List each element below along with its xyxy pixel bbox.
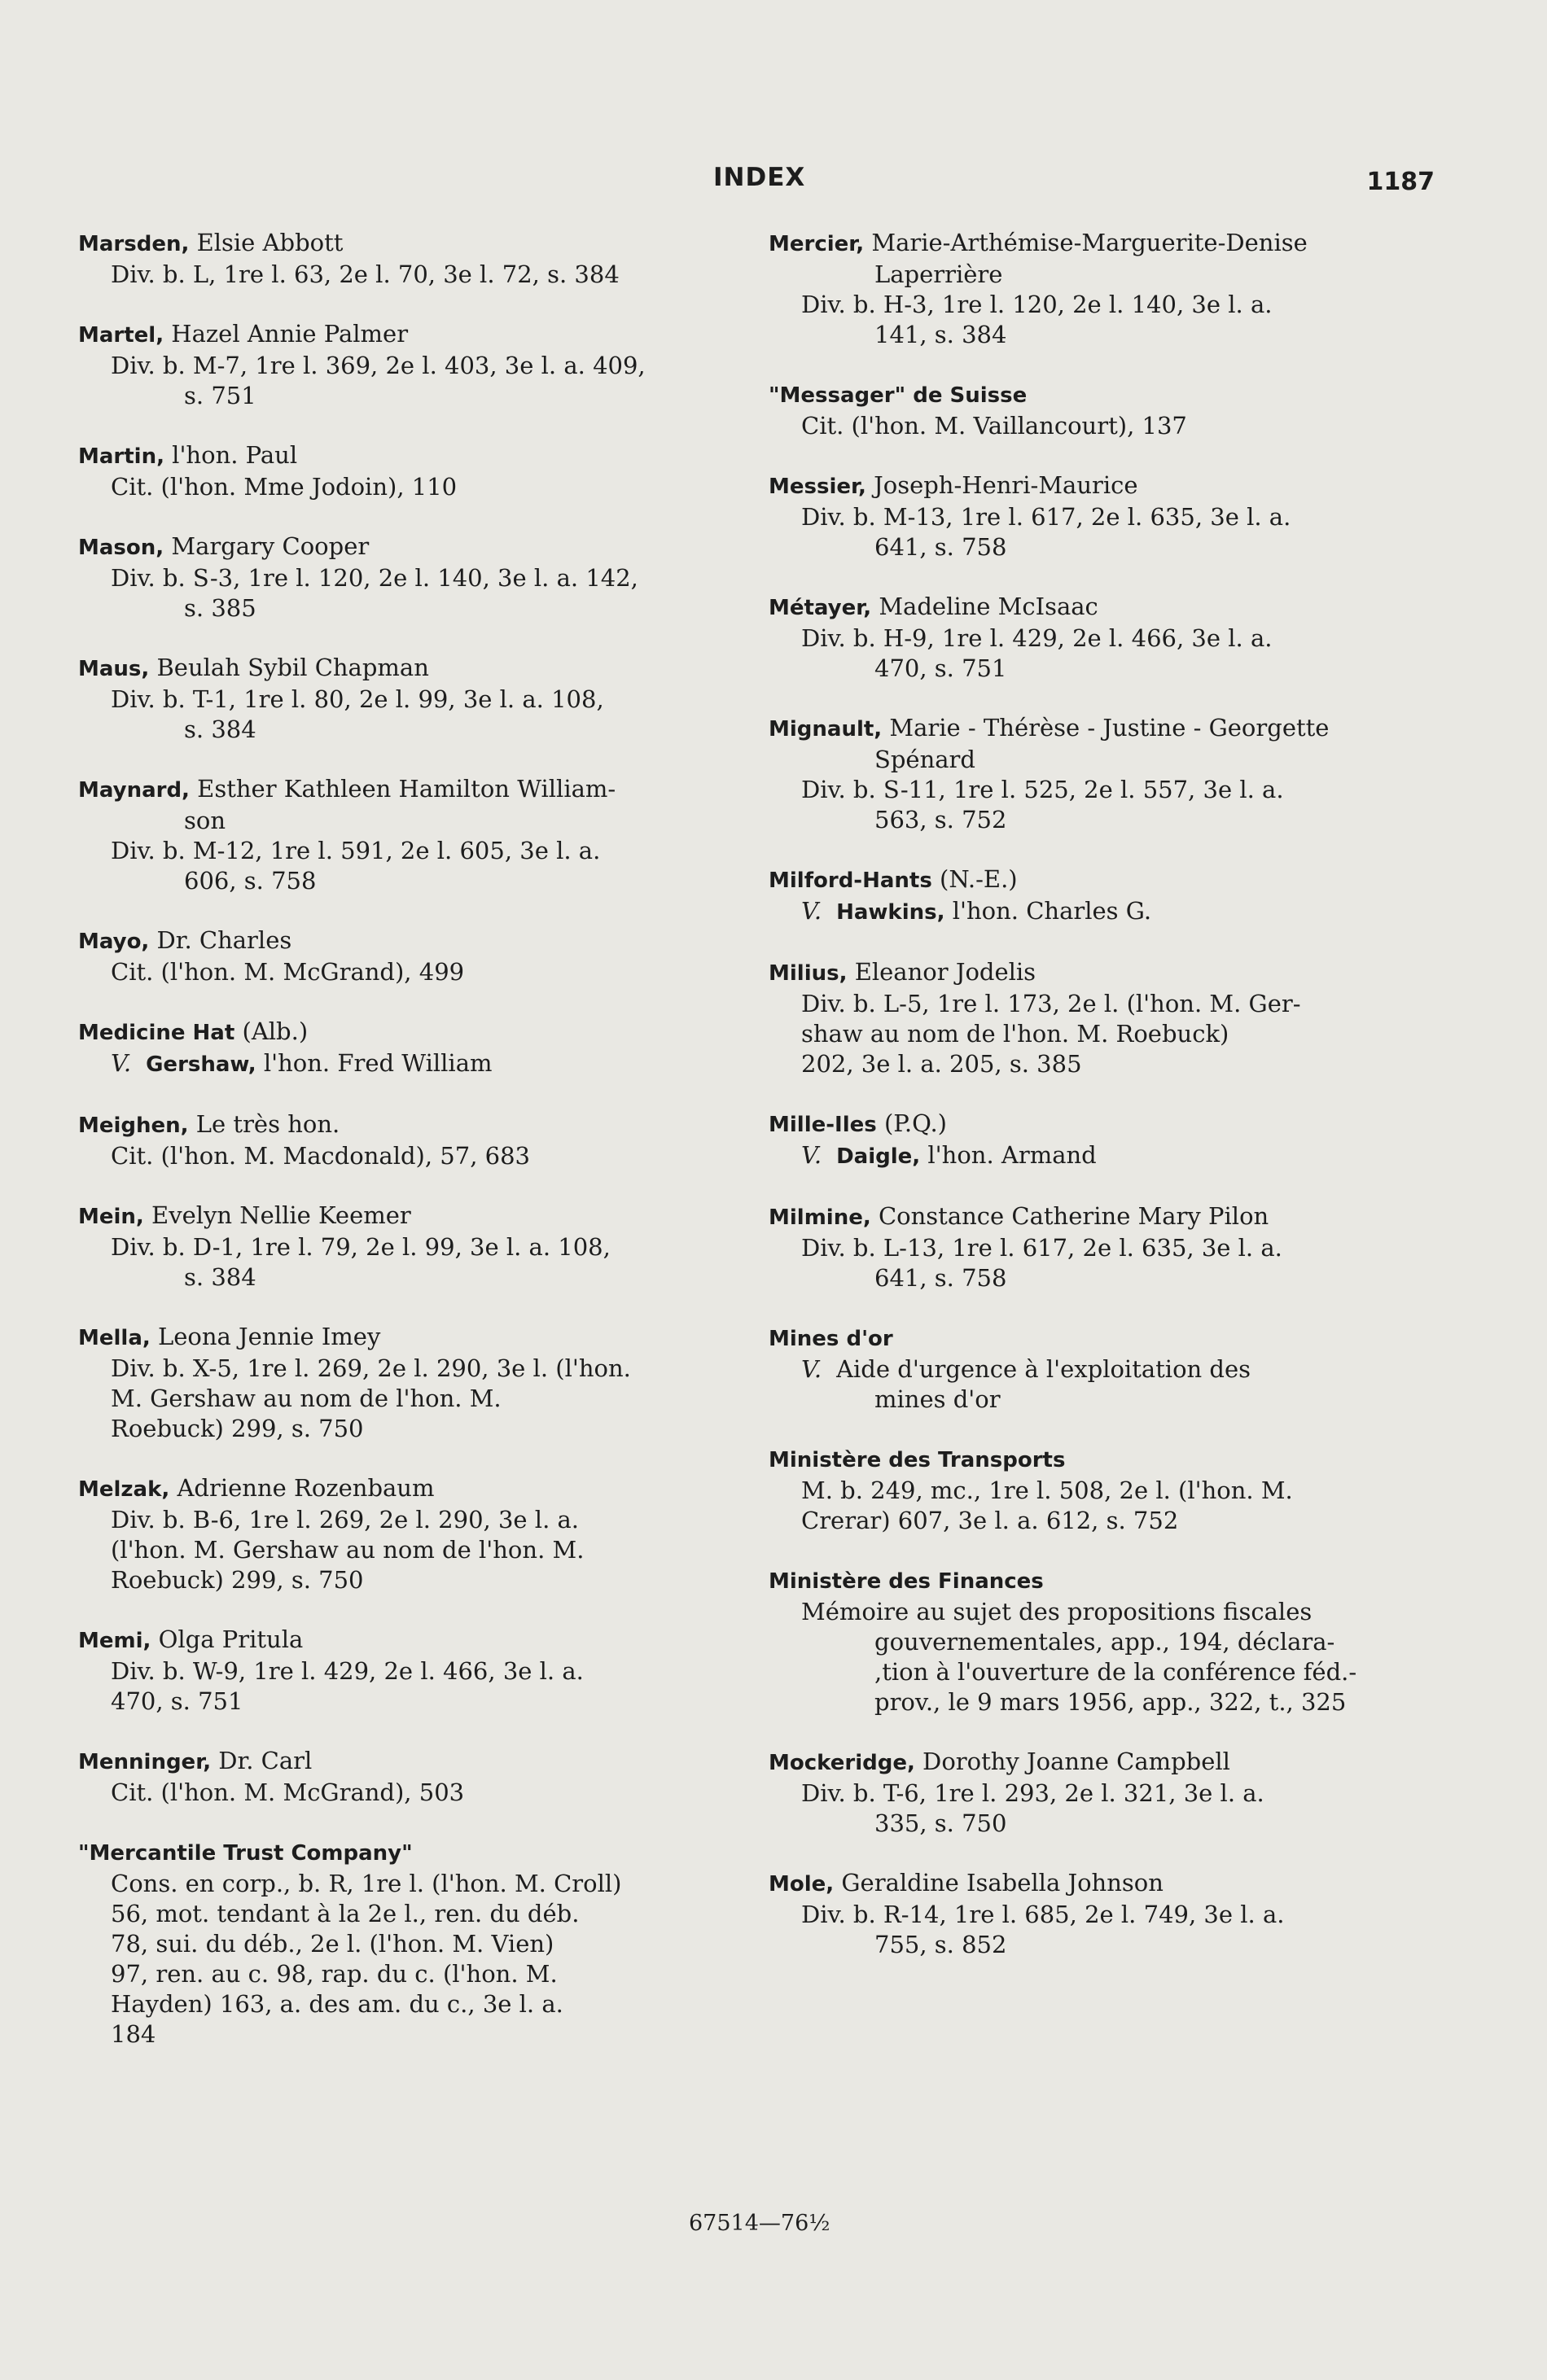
see-reference	[769, 1354, 1428, 1385]
index-entry	[769, 1868, 1428, 1960]
index-entry	[769, 957, 1428, 1079]
index-entry	[769, 864, 1428, 928]
entry-heading	[78, 1109, 738, 1141]
index-entry	[78, 1473, 738, 1595]
entry-name: (N.-E.)	[931, 865, 1018, 893]
entry-line: Div. b. R-14, 1re l. 685, 2e l. 749, 3e l. a.	[801, 1901, 1285, 1928]
see-target: Daigle,	[836, 1144, 921, 1169]
entry-line: Div. b. X-5, 1re l. 269, 2e l. 290, 3e l. (l'hon.	[111, 1354, 631, 1382]
entry-line: Div. b. L, 1re l. 63, 2e l. 70, 3e l. 72, s. 384	[111, 260, 620, 288]
entry-name: Dr. Carl	[211, 1747, 313, 1774]
entry-name: Marie-Arthémise-Marguerite-Denise	[864, 229, 1308, 256]
entry-continuation: 563, s. 752	[874, 806, 1007, 833]
entry-headword: Mason,	[78, 536, 164, 560]
see-label: V.	[111, 1049, 132, 1077]
entry-heading	[769, 592, 1428, 623]
entry-continuation: prov., le 9 mars 1956, app., 322, t., 325	[874, 1688, 1347, 1716]
entry-name: Geraldine Isabella Johnson	[834, 1869, 1164, 1897]
index-entry	[769, 1201, 1428, 1293]
entry-line: Div. b. M-13, 1re l. 617, 2e l. 635, 3e l. a.	[801, 503, 1291, 531]
entry-line: Crerar) 607, 3e l. a. 612, s. 752	[801, 1507, 1179, 1534]
entry-name: Esther Kathleen Hamilton William-	[189, 775, 616, 803]
entry-line: Cit. (l'hon. M. McGrand), 503	[111, 1778, 465, 1806]
entry-headword: Maynard,	[78, 778, 190, 803]
entry-name: l'hon. Paul	[164, 441, 298, 469]
entry-headword: Medicine Hat	[78, 1021, 235, 1045]
entry-continuation: 606, s. 758	[184, 867, 317, 895]
entry-heading	[78, 319, 738, 351]
entry-heading	[78, 1473, 738, 1505]
entry-line: Div. b. T-1, 1re l. 80, 2e l. 99, 3e l. a. 108,	[111, 685, 604, 713]
entry-headword: Mole,	[769, 1872, 835, 1897]
see-reference	[769, 1140, 1428, 1172]
entry-heading	[78, 1837, 738, 1869]
entry-line: shaw au nom de l'hon. M. Roebuck)	[801, 1020, 1229, 1048]
entry-heading	[78, 1017, 738, 1048]
entry-line: Div. b. W-9, 1re l. 429, 2e l. 466, 3e l. a.	[111, 1657, 584, 1685]
entry-name: Marie - Thérèse - Justine - Georgette	[882, 714, 1330, 742]
entry-line: Div. b. S-3, 1re l. 120, 2e l. 140, 3e l. a. 142,	[111, 564, 638, 592]
entry-heading	[769, 1444, 1428, 1476]
entry-line: Roebuck) 299, s. 750	[111, 1415, 364, 1442]
entry-headword: Menninger,	[78, 1750, 212, 1774]
index-entry	[769, 1747, 1428, 1839]
index-entry	[769, 228, 1428, 350]
entry-line: Hayden) 163, a. des am. du c., 3e l. a.	[111, 1990, 563, 2018]
entry-headword: Mines d'or	[769, 1327, 893, 1351]
see-reference	[78, 1048, 738, 1080]
entry-line: 97, ren. au c. 98, rap. du c. (l'hon. M.	[111, 1960, 558, 1988]
left-column	[78, 228, 738, 2079]
entry-headword: Martel,	[78, 323, 164, 348]
index-entry	[78, 774, 738, 896]
index-entry	[78, 1322, 738, 1444]
entry-headword: Meighen,	[78, 1113, 189, 1138]
entry-line: Div. b. H-3, 1re l. 120, 2e l. 140, 3e l. a.	[801, 291, 1273, 318]
entry-heading	[78, 1625, 738, 1656]
entry-heading	[78, 653, 738, 685]
entry-headword: Mockeridge,	[769, 1751, 915, 1775]
entry-continuation: s. 751	[184, 382, 256, 409]
entry-heading	[769, 470, 1428, 502]
page-number: 1187	[1366, 168, 1435, 196]
entry-heading	[769, 1201, 1428, 1233]
entry-headword: Melzak,	[78, 1477, 170, 1502]
entry-line: Div. b. T-6, 1re l. 293, 2e l. 321, 3e l. a.	[801, 1779, 1264, 1807]
entry-name: Hazel Annie Palmer	[164, 320, 409, 348]
entry-headword: Messier,	[769, 475, 866, 499]
entry-name: Constance Catherine Mary Pilon	[870, 1202, 1269, 1230]
index-entry	[78, 1109, 738, 1171]
entry-name: (P.Q.)	[876, 1109, 947, 1137]
entry-name: Elsie Abbott	[189, 229, 344, 256]
index-entry	[78, 532, 738, 623]
entry-headword: Memi,	[78, 1629, 151, 1653]
index-entry	[78, 925, 738, 987]
index-entry	[78, 1625, 738, 1717]
entry-name: Margary Cooper	[164, 532, 370, 560]
entry-name: Leona Jennie Imey	[150, 1323, 381, 1350]
entry-name: Dr. Charles	[149, 926, 292, 954]
entry-heading	[769, 1323, 1428, 1354]
see-rest: l'hon. Charles G.	[944, 897, 1152, 925]
entry-headword: Métayer,	[769, 596, 872, 620]
entry-headword: Maus,	[78, 657, 150, 681]
entry-continuation: 641, s. 758	[874, 533, 1007, 561]
entry-name: (Alb.)	[234, 1017, 309, 1045]
index-entry	[769, 1565, 1428, 1717]
entry-headword: Mein,	[78, 1205, 144, 1229]
entry-line: Cons. en corp., b. R, 1re l. (l'hon. M. Croll)	[111, 1870, 622, 1897]
entry-headword: Mignault,	[769, 717, 883, 742]
entry-continuation: 141, s. 384	[874, 321, 1007, 348]
entry-heading	[78, 440, 738, 472]
entry-headword: Milius,	[769, 961, 848, 986]
entry-line: Roebuck) 299, s. 750	[111, 1566, 364, 1594]
entry-continuation: Spénard	[874, 746, 975, 773]
entry-headword: Mayo,	[78, 930, 150, 954]
entry-headword: Mercier,	[769, 232, 865, 256]
see-target: Hawkins,	[836, 900, 945, 925]
entry-name: Adrienne Rozenbaum	[169, 1474, 435, 1502]
entry-line: Div. b. S-11, 1re l. 525, 2e l. 557, 3e l. a.	[801, 776, 1284, 803]
entry-heading	[78, 774, 738, 806]
entry-heading	[78, 532, 738, 563]
entry-headword: Ministère des Transports	[769, 1448, 1066, 1472]
entry-line: 184	[111, 2020, 156, 2048]
entry-heading	[769, 864, 1428, 896]
see-label: V.	[801, 1141, 822, 1169]
entry-line: Cit. (l'hon. Mme Jodoin), 110	[111, 473, 458, 501]
entry-line: Mémoire au sujet des propositions fiscales	[801, 1598, 1313, 1625]
entry-heading	[769, 1868, 1428, 1900]
entry-heading	[769, 957, 1428, 989]
right-column	[769, 228, 1428, 1989]
entry-line: M. b. 249, mc., 1re l. 508, 2e l. (l'hon. M.	[801, 1477, 1293, 1504]
entry-continuation: 470, s. 751	[874, 654, 1007, 682]
index-entry	[78, 440, 738, 502]
entry-continuation: s. 385	[184, 594, 256, 622]
entry-line: Div. b. H-9, 1re l. 429, 2e l. 466, 3e l. a.	[801, 624, 1273, 652]
entry-headword: Milford-Hants	[769, 868, 932, 893]
entry-headword: Mille-Iles	[769, 1113, 877, 1137]
entry-headword: Ministère des Finances	[769, 1569, 1044, 1594]
see-target: Gershaw,	[146, 1052, 256, 1077]
entry-line: 202, 3e l. a. 205, s. 385	[801, 1050, 1082, 1078]
entry-line: 56, mot. tendant à la 2e l., ren. du déb.	[111, 1900, 580, 1927]
see-label: V.	[801, 897, 822, 925]
index-entry	[769, 379, 1428, 441]
entry-heading	[78, 1746, 738, 1778]
entry-heading	[78, 1201, 738, 1232]
entry-line: (l'hon. M. Gershaw au nom de l'hon. M.	[111, 1536, 585, 1564]
entry-line: Div. b. L-5, 1re l. 173, 2e l. (l'hon. M. Ger-	[801, 990, 1301, 1017]
entry-heading	[769, 713, 1428, 745]
entry-line: Div. b. M-7, 1re l. 369, 2e l. 403, 3e l. a. 409,	[111, 352, 646, 379]
entry-name: Joseph-Henri-Maurice	[866, 471, 1138, 499]
entry-headword: Milmine,	[769, 1205, 871, 1230]
index-entry	[78, 1837, 738, 2050]
entry-continuation: s. 384	[184, 715, 256, 743]
index-entry	[78, 653, 738, 745]
entry-continuation: 641, s. 758	[874, 1264, 1007, 1292]
entry-heading	[769, 1747, 1428, 1778]
entry-heading	[769, 1109, 1428, 1140]
see-reference	[769, 896, 1428, 928]
entry-heading	[78, 925, 738, 957]
entry-line: Cit. (l'hon. M. Vaillancourt), 137	[801, 412, 1187, 440]
index-entry	[769, 1323, 1428, 1415]
entry-continuation: 755, s. 852	[874, 1931, 1007, 1958]
entry-line: Cit. (l'hon. M. McGrand), 499	[111, 958, 465, 986]
entry-name: Eleanor Jodelis	[847, 958, 1036, 986]
entry-heading	[769, 228, 1428, 260]
index-entry	[769, 470, 1428, 562]
entry-line: 470, s. 751	[111, 1687, 243, 1715]
see-label: V.	[801, 1355, 822, 1383]
index-entry	[769, 713, 1428, 835]
entry-name: Beulah Sybil Chapman	[149, 654, 429, 681]
entry-line: Div. b. M-12, 1re l. 591, 2e l. 605, 3e l. a.	[111, 837, 601, 864]
see-rest: l'hon. Fred William	[256, 1049, 493, 1077]
entry-name: Le très hon.	[188, 1110, 340, 1138]
entry-continuation: son	[184, 807, 226, 834]
index-entry	[78, 1201, 738, 1293]
footer-code: 67514—76½	[689, 2211, 830, 2236]
entry-name: Madeline McIsaac	[871, 593, 1098, 620]
index-entry	[78, 228, 738, 290]
page-title: INDEX	[713, 163, 806, 192]
entry-heading	[769, 379, 1428, 411]
index-entry	[78, 1746, 738, 1808]
entry-line: 78, sui. du déb., 2e l. (l'hon. M. Vien)	[111, 1930, 554, 1958]
entry-continuation: gouvernementales, app., 194, déclara-	[874, 1628, 1335, 1656]
entry-line: Div. b. B-6, 1re l. 269, 2e l. 290, 3e l. a.	[111, 1506, 580, 1533]
entry-continuation: s. 384	[184, 1263, 256, 1291]
index-entry	[78, 1017, 738, 1080]
see-rest: l'hon. Armand	[920, 1141, 1097, 1169]
entry-name: Olga Pritula	[151, 1625, 304, 1653]
entry-continuation: mines d'or	[874, 1385, 1001, 1413]
entry-headword: Martin,	[78, 444, 164, 469]
see-rest: Aide d'urgence à l'exploitation des	[836, 1355, 1251, 1383]
entry-headword: "Mercantile Trust Company"	[78, 1841, 413, 1866]
entry-heading	[769, 1565, 1428, 1597]
index-entry	[769, 1444, 1428, 1536]
entry-headword: Marsden,	[78, 232, 190, 256]
entry-continuation: ,tion à l'ouverture de la conférence féd.-	[874, 1658, 1357, 1686]
entry-line: Div. b. D-1, 1re l. 79, 2e l. 99, 3e l. a. 108,	[111, 1233, 611, 1261]
entry-headword: Mella,	[78, 1326, 151, 1350]
entry-headword: "Messager" de Suisse	[769, 383, 1028, 408]
entry-line: M. Gershaw au nom de l'hon. M.	[111, 1385, 502, 1412]
entry-heading	[78, 228, 738, 260]
entry-heading	[78, 1322, 738, 1354]
index-entry	[769, 592, 1428, 684]
entry-line: Div. b. L-13, 1re l. 617, 2e l. 635, 3e l. a.	[801, 1234, 1282, 1262]
entry-line: Cit. (l'hon. M. Macdonald), 57, 683	[111, 1142, 530, 1170]
index-entry	[78, 319, 738, 411]
index-entry	[769, 1109, 1428, 1172]
entry-continuation: 335, s. 750	[874, 1809, 1007, 1837]
entry-name: Evelyn Nellie Keemer	[143, 1201, 411, 1229]
entry-continuation: Laperrière	[874, 260, 1003, 288]
entry-name: Dorothy Joanne Campbell	[914, 1748, 1230, 1775]
